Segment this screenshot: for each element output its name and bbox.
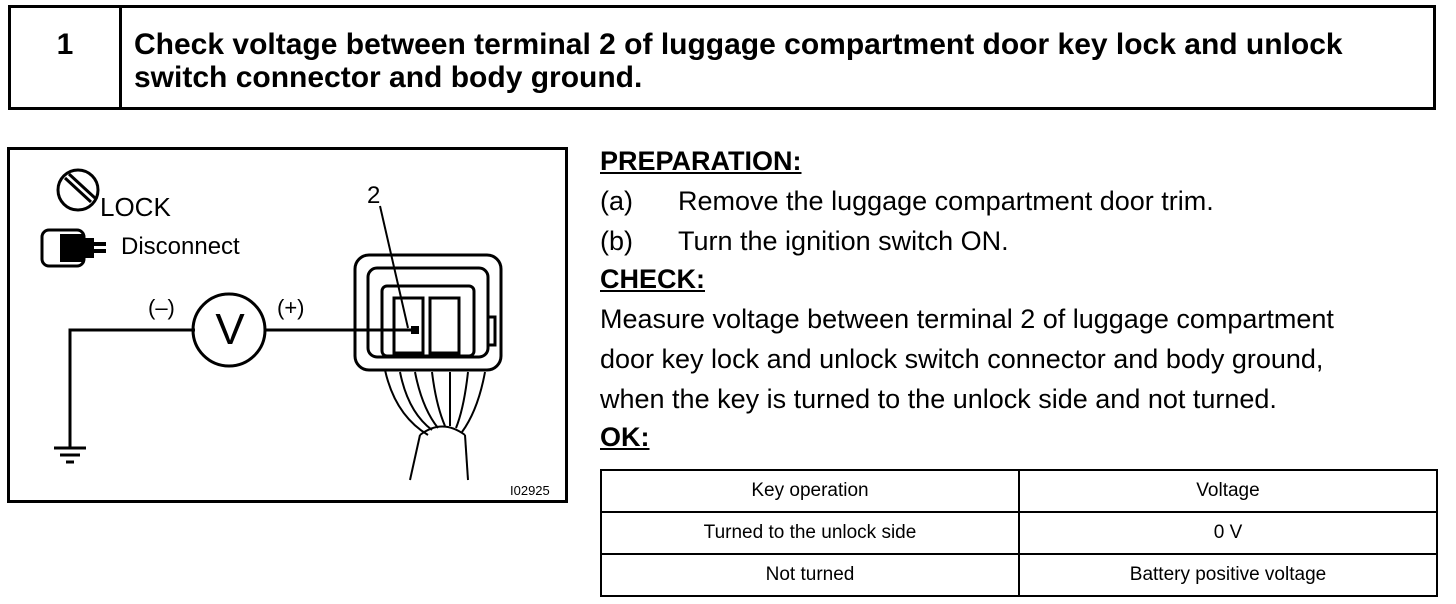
- table-header-row: [601, 470, 1437, 512]
- ok-table: [600, 469, 1438, 597]
- instructions: [600, 143, 1450, 457]
- check-line: door key lock and unlock switch connector and body ground,: [600, 344, 1324, 374]
- terminal-number-label: 2: [367, 182, 381, 209]
- step-header: [8, 5, 1436, 110]
- item-text: Remove the luggage compartment door trim.: [678, 186, 1214, 216]
- table-row: [601, 554, 1437, 596]
- preparation-heading: PREPARATION:: [600, 146, 802, 176]
- ok-heading: OK:: [600, 422, 650, 452]
- wiring-diagram: [10, 150, 565, 500]
- check-line: when the key is turned to the unlock side and not turned.: [600, 384, 1277, 414]
- preparation-item: [600, 181, 1450, 221]
- check-heading: CHECK:: [600, 264, 705, 294]
- item-label: (b): [600, 226, 633, 256]
- table-cell: 0 V: [1019, 512, 1437, 554]
- wiring-figure: [7, 147, 568, 503]
- table-row: [601, 512, 1437, 554]
- voltmeter-label: V: [215, 305, 245, 354]
- ground-symbol-icon: [54, 330, 195, 462]
- table-cell: Not turned: [601, 554, 1019, 596]
- check-text: [600, 299, 1450, 419]
- item-label: (a): [600, 186, 633, 216]
- wire-harness: [385, 370, 485, 480]
- preparation-item: [600, 221, 1450, 261]
- column-header: Voltage: [1019, 470, 1437, 512]
- minus-label: (–): [148, 295, 175, 320]
- step-number: 1: [11, 8, 122, 107]
- figure-id: I02925: [510, 483, 550, 498]
- table-cell: Turned to the unlock side: [601, 512, 1019, 554]
- plus-label: (+): [277, 295, 305, 320]
- lock-symbol-icon: [58, 170, 98, 210]
- item-text: Turn the ignition switch ON.: [678, 226, 1009, 256]
- column-header: Key operation: [601, 470, 1019, 512]
- disconnect-label: Disconnect: [121, 233, 240, 260]
- table-cell: Battery positive voltage: [1019, 554, 1437, 596]
- check-line: Measure voltage between terminal 2 of luggage compartment: [600, 304, 1334, 334]
- step-title: Check voltage between terminal 2 of luggage compartment door key lock and unlock switch connector and body ground.: [134, 28, 1343, 94]
- connector-housing: [355, 255, 501, 370]
- disconnect-connector-icon: [42, 230, 106, 266]
- lock-label: LOCK: [100, 192, 171, 222]
